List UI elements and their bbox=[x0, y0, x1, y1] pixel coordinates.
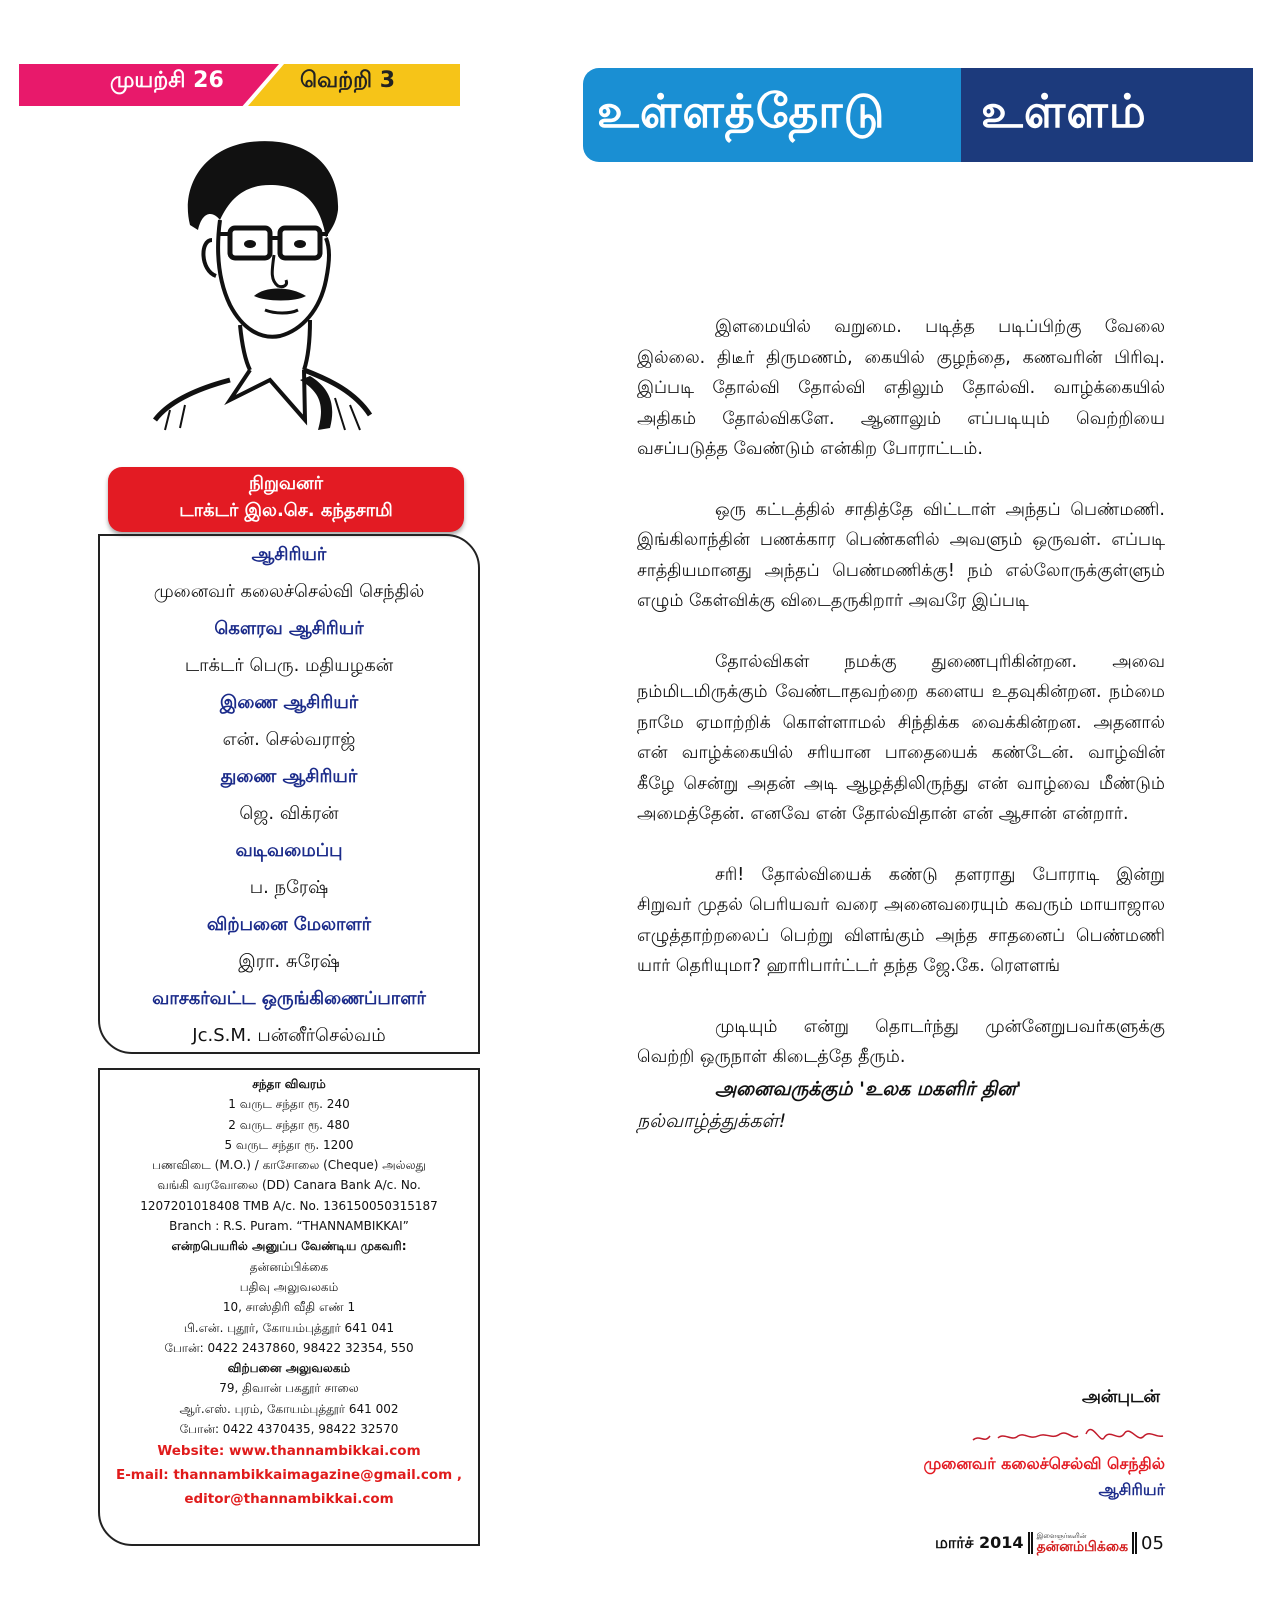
founder-portrait-illustration bbox=[150, 130, 380, 450]
issue-date: மார்ச் 2014 bbox=[935, 1532, 1024, 1552]
subscription-line: 1207201018408 TMB A/c. No. 136150050315187 bbox=[140, 1198, 438, 1213]
subscription-line: 10, சாஸ்திரி வீதி எண் 1 bbox=[222, 1300, 356, 1315]
page-title-part1: உள்ளத்தோடு bbox=[597, 84, 886, 138]
editor-name: முனைவர் கலைச்செல்வி செந்தில் bbox=[923, 1454, 1165, 1473]
subscription-line: 1 வருட சந்தா ரூ. 240 bbox=[228, 1097, 350, 1112]
subscription-details-box bbox=[98, 1068, 480, 1546]
subscription-line: என்றபெயரில் அனுப்ப வேண்டிய முகவரி: bbox=[171, 1239, 407, 1254]
subscription-line: பணவிடை (M.O.) / காசோலை (Cheque) அல்லது bbox=[152, 1158, 426, 1173]
subscription-line: Branch : R.S. Puram. “THANNAMBIKKAI” bbox=[169, 1219, 409, 1234]
subscription-line: தன்னம்பிக்கை bbox=[249, 1259, 329, 1274]
staff-person: ஜெ. விக்ரன் bbox=[239, 803, 339, 824]
subscription-title: சந்தா விவரம் bbox=[252, 1077, 326, 1091]
sign-off-salutation: அன்புடன் bbox=[1082, 1387, 1161, 1407]
womens-day-greeting: அனைவருக்கும் 'உலக மகளிர் தின' bbox=[715, 1077, 1022, 1100]
article-paragraph: இளமையில் வறுமை. படித்த படிப்பிற்கு வேலை இல்லை. திடீர் திருமணம், கையில் குழந்தை, கணவரின் பிரிவு. இப்படி தோல்வி தோல்வி எதிலும் தோல்வி. வாழ்க்கையில் அதிகம் தோல்விகளே. ஆனாலும் எப்படியும் வெற்றியை வசப்படுத்த வேண்டும் என்கிற போராட்டம். bbox=[637, 317, 1165, 459]
page-title-part2: உள்ளம் bbox=[981, 84, 1147, 138]
staff-person: முனைவர் கலைச்செல்வி செந்தில் bbox=[153, 581, 425, 602]
article-paragraph: ஒரு கட்டத்தில் சாதித்தே விட்டாள் அந்தப் பெண்மணி. இங்கிலாந்தின் பணக்கார பெண்களில் அவளும் ஒருவள். எப்படி சாத்தியமானது அந்தப் பெண்மணிக்கு! நம் எல்லோருக்குள்ளும் எழும் கேள்விக்கு விடைதருகிறார் அவரே இப்படி bbox=[637, 499, 1165, 611]
magazine-logo bbox=[1037, 1533, 1128, 1554]
staff-role: வாசகர்வட்ட ஒருங்கிணைப்பாளர் bbox=[152, 988, 426, 1009]
staff-role: இணை ஆசிரியர் bbox=[219, 692, 359, 713]
article-paragraph: தோல்விகள் நமக்கு துணைபுரிகின்றன. அவை நம்மிடமிருக்கும் வேண்டாதவற்றை களைய உதவுகின்றன. நம்மை நாமே ஏமாற்றிக் கொள்ளாமல் சிந்திக்க வைக்கின்றன. அதனால் என் வாழ்க்கையில் சரியான பாதையைக் கண்டேன். வாழ்வின் கீழே சென்று அதன் அடி ஆழத்திலிருந்து என் வாழ்வை மீண்டும் அமைத்தேன். எனவே என் தோல்விதான் என் ஆசான் என்றார். bbox=[637, 651, 1165, 824]
subscription-line: ஆர்.எஸ். புரம், கோயம்புத்தூர் 641 002 bbox=[179, 1401, 399, 1416]
subscription-line: 2 வருட சந்தா ரூ. 480 bbox=[228, 1117, 350, 1132]
subscription-line: போன்: 0422 2437860, 98422 32354, 550 bbox=[164, 1340, 414, 1355]
email-link-secondary[interactable]: editor@thannambikkai.com bbox=[184, 1491, 394, 1508]
footer-divider bbox=[1132, 1532, 1137, 1554]
subscription-line: விற்பனை அலுவலகம் bbox=[227, 1361, 351, 1376]
staff-role: வடிவமைப்பு bbox=[235, 840, 343, 861]
page-footer bbox=[935, 1528, 1164, 1558]
magazine-tagline: இளைஞர்களின் bbox=[1036, 1531, 1087, 1540]
staff-person: என். செல்வராஜ் bbox=[222, 729, 356, 750]
subscription-line: போன்: 0422 4370435, 98422 32570 bbox=[179, 1422, 399, 1437]
staff-person: Jc.S.M. பன்னீர்செல்வம் bbox=[192, 1025, 386, 1046]
subscription-line: 79, திவான் பகதூர் சாலை bbox=[219, 1381, 359, 1396]
staff-role: விற்பனை மேலாளர் bbox=[206, 914, 372, 935]
staff-person: டாக்டர் பெரு. மதியழகன் bbox=[184, 655, 394, 676]
staff-role: கௌரவ ஆசிரியர் bbox=[214, 618, 364, 639]
subscription-line: பதிவு அலுவலகம் bbox=[239, 1279, 339, 1294]
email-link[interactable]: E-mail: thannambikkaimagazine@gmail.com , bbox=[115, 1467, 462, 1484]
staff-role: துணை ஆசிரியர் bbox=[220, 766, 358, 787]
subscription-line: பி.என். புதூர், கோயம்புத்தூர் 641 041 bbox=[183, 1320, 395, 1335]
footer-divider bbox=[1028, 1532, 1033, 1554]
staff-person: ப. நரேஷ் bbox=[249, 877, 329, 898]
editor-role: ஆசிரியர் bbox=[1098, 1480, 1165, 1499]
website-link[interactable]: Website: www.thannambikkai.com bbox=[157, 1443, 421, 1460]
title-banner bbox=[583, 68, 1253, 162]
staff-person: இரா. சுரேஷ் bbox=[238, 951, 340, 972]
editorial-staff-box bbox=[98, 534, 480, 1054]
editor-signature bbox=[968, 1414, 1168, 1450]
magazine-name: தன்னம்பிக்கை bbox=[1036, 1538, 1129, 1555]
editorial-article bbox=[637, 312, 1165, 1137]
article-paragraph: சரி! தோல்வியைக் கண்டு தளராது போராடி இன்று சிறுவர் முதல் பெரியவர் வரை அனைவரையும் கவரும் மாயாஜால எழுத்தாற்றலைப் பெற்று விளங்கும் அந்த சாதனைப் பெண்மணி யார் தெரியுமா? ஹாரிபார்ட்டர் தந்த ஜே.கே. ரௌளங் bbox=[637, 864, 1165, 976]
page-number: 05 bbox=[1141, 1532, 1164, 1554]
greeting-wishes: நல்வாழ்த்துக்கள்! bbox=[637, 1109, 787, 1132]
founder-name: டாக்டர் இல.செ. கந்தசாமி bbox=[179, 500, 393, 521]
subscription-line: வங்கி வரவோலை (DD) Canara Bank A/c. No. bbox=[157, 1178, 421, 1193]
founder-badge bbox=[108, 467, 464, 532]
founder-role: நிறுவனர் bbox=[248, 473, 324, 494]
issue-number-label: வெற்றி 3 bbox=[300, 68, 396, 93]
staff-role: ஆசிரியர் bbox=[251, 544, 327, 565]
issue-volume-label: முயற்சி 26 bbox=[110, 68, 224, 93]
subscription-line: 5 வருட சந்தா ரூ. 1200 bbox=[224, 1137, 354, 1152]
article-paragraph: முடியும் என்று தொடர்ந்து முன்னேறுபவர்களுக்கு வெற்றி ஒருநாள் கிடைத்தே தீரும். bbox=[637, 1016, 1165, 1067]
